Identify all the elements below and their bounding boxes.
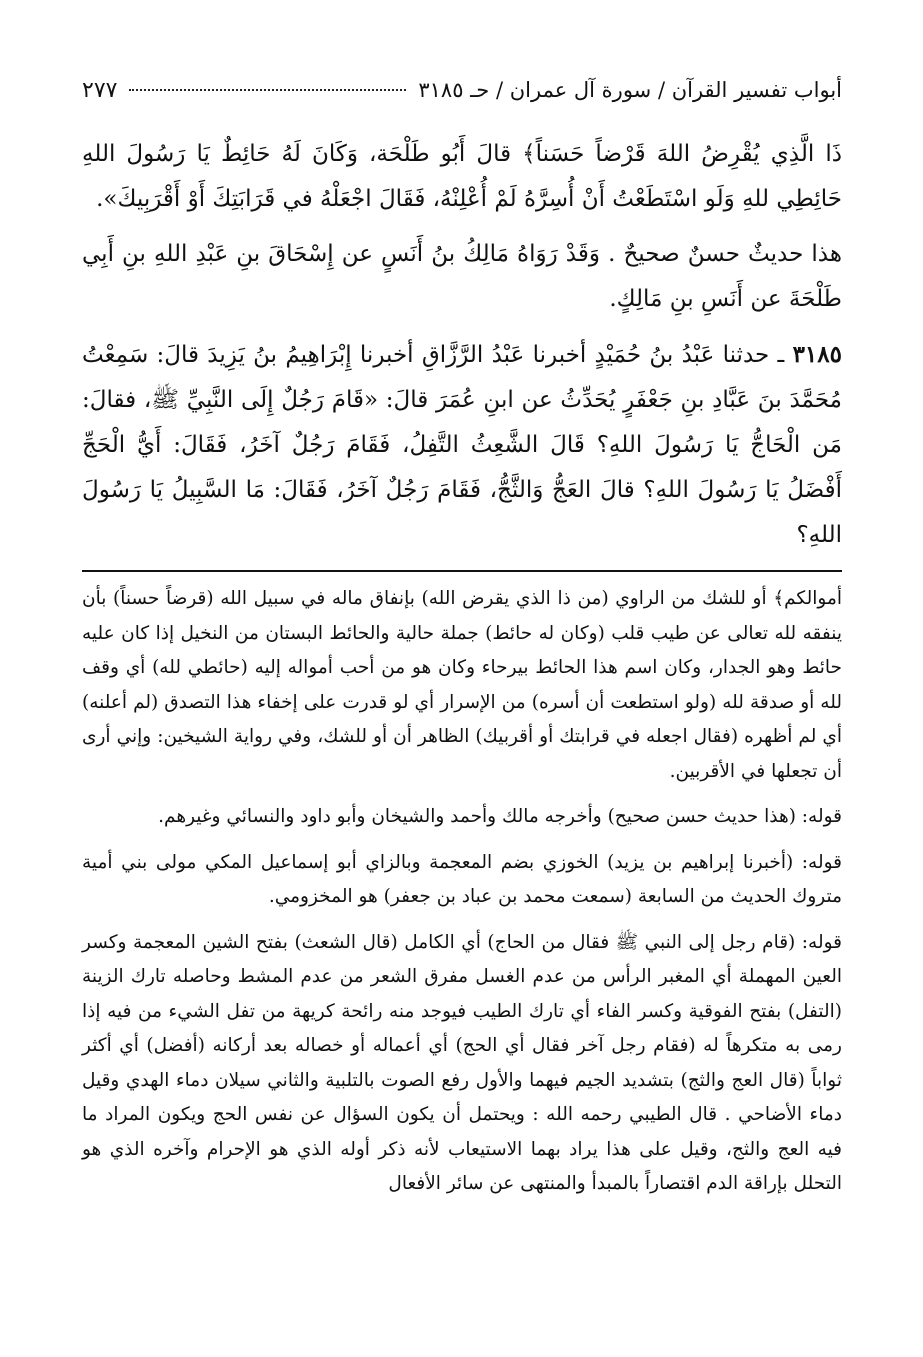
- main-text: [82, 132, 842, 558]
- main-paragraph: ذَا الَّذِي يُقْرِضُ اللهَ قَرْضاً حَسَناً﴾ قالَ أَبُو طَلْحَة، وَكَانَ لَهُ حَائِطٌ يَا رَسُولَ اللهِ حَائِطِي للهِ وَلَو اسْتَطَعْتُ أَنْ أُسِرَّهُ لَمْ أُعْلِنْهُ، فَقَالَ اجْعَلْهُ في قَرَابَتِكَ أَوْ أَقْرَبِيكَ».: [82, 141, 842, 212]
- page-number: ٢٧٧: [82, 78, 118, 103]
- running-title: أبواب تفسير القرآن / سورة آل عمران / حـ ٣١٨٥: [418, 78, 842, 102]
- commentary-paragraph: قوله: (قام رجل إلى النبي ﷺ فقال من الحاج) أي الكامل (قال الشعث) بفتح الشين المعجمة وكسر العين المهملة أي المغبر الرأس من عدم الغسل مفرق الشعر من عدم المشط وحاصله تارك الزينة (التفل) بفتح الفوقية وكسر الفاء أي تارك الطيب فيوجد منه رائحة كريهة من تفل الشيء من فيه إذا رمى به متكرهاً له (فقام رجل آخر فقال أي الحج) أي أعماله أو خصاله بعد أركانه (أفضل) أي أكثر ثواباً (قال العج والثج) بتشديد الجيم فيهما والأول رفع الصوت بالتلبية والثاني سيلان دماء الهدي وقيل دماء الأضاحي . قال الطيبي رحمه الله : ويحتمل أن يكون السؤال عن نفس الحج ويكون المراد ما فيه العج والثج، وقيل على هذا يراد بهما الاستيعاب لأنه ذكر أوله الذي هو الإحرام وآخره الذي هو التحلل بإراقة الدم اقتصاراً بالمبدأ والمنتهى عن سائر الأفعال: [82, 931, 842, 1194]
- page: [82, 78, 842, 1213]
- commentary-paragraph: قوله: (هذا حديث حسن صحيح) وأخرجه مالك وأحمد والشيخان وأبو داود والنسائي وغيرهم.: [158, 806, 842, 827]
- commentary-paragraph: أموالكم﴾ أو للشك من الراوي (من ذا الذي يقرض الله) بإنفاق ماله في سبيل الله (قرضاً حسناً) بأن ينفقه لله تعالى عن طيب قلب (وكان له حائط) جملة حالية والحائط البستان من النخيل إذا كان عليه حائط وهو الجدار، وكان اسم هذا الحائط بيرحاء وكان هو من أحب أمواله إليه (حائطي لله) أي وقف لله أو صدقة لله (ولو استطعت أن أسره) من الإسرار أي لو قدرت على إخفاء هذا التصدق (لم أعلنه) أي لم أظهره (فقال اجعله في قرابتك أو أقربيك) الظاهر أن أو للشك، وفي رواية الشيخين: وإني أرى أن تجعلها في الأقربين.: [82, 588, 842, 782]
- commentary-paragraph: قوله: (أخبرنا إبراهيم بن يزيد) الخوزي بضم المعجمة وبالزاي أبو إسماعيل المكي مولى بني أمية متروك الحديث من السابعة (سمعت محمد بن عباد بن جعفر) هو المخزومي.: [82, 851, 842, 907]
- leader-dots: [129, 89, 406, 91]
- divider-rule: [82, 570, 842, 572]
- hadith-number: ٣١٨٥: [792, 341, 842, 368]
- main-paragraph: هذا حديثٌ حسنٌ صحيحٌ . وَقَدْ رَوَاهُ مَالِكُ بنُ أَنَسٍ عن إِسْحَاقَ بنِ عَبْدِ اللهِ بنِ أَبِي طَلْحَةَ عن أَنَسِ بنِ مَالِكٍ.: [82, 241, 842, 312]
- hadith-text: ـ حدثنا عَبْدُ بنُ حُمَيْدٍ أخبرنا عَبْدُ الرَّزَّاقِ أخبرنا إِبْرَاهِيمُ بنُ يَزِيدَ قالَ: سَمِعْتُ مُحَمَّدَ بنَ عَبَّادِ بنِ جَعْفَرٍ يُحَدِّثُ عن ابنِ عُمَرَ قالَ: «قَامَ رَجُلٌ إِلَى النَّبِيِّ ﷺ، فقالَ: مَن الْحَاجُّ يَا رَسُولَ اللهِ؟ قَالَ الشَّعِثُ التَّفِلُ، فَقَامَ رَجُلٌ آخَرُ، فَقَالَ: أَيُّ الْحَجِّ أَفْضَلُ يَا رَسُولَ اللهِ؟ قالَ العَجُّ وَالثَّجُّ، فَقَامَ رَجُلٌ آخَرُ، فَقَالَ: مَا السَّبِيلُ يَا رَسُولَ اللهِ؟: [82, 342, 842, 548]
- running-header: [82, 78, 842, 118]
- hadith-paragraph: [82, 332, 842, 558]
- commentary: [82, 582, 842, 1202]
